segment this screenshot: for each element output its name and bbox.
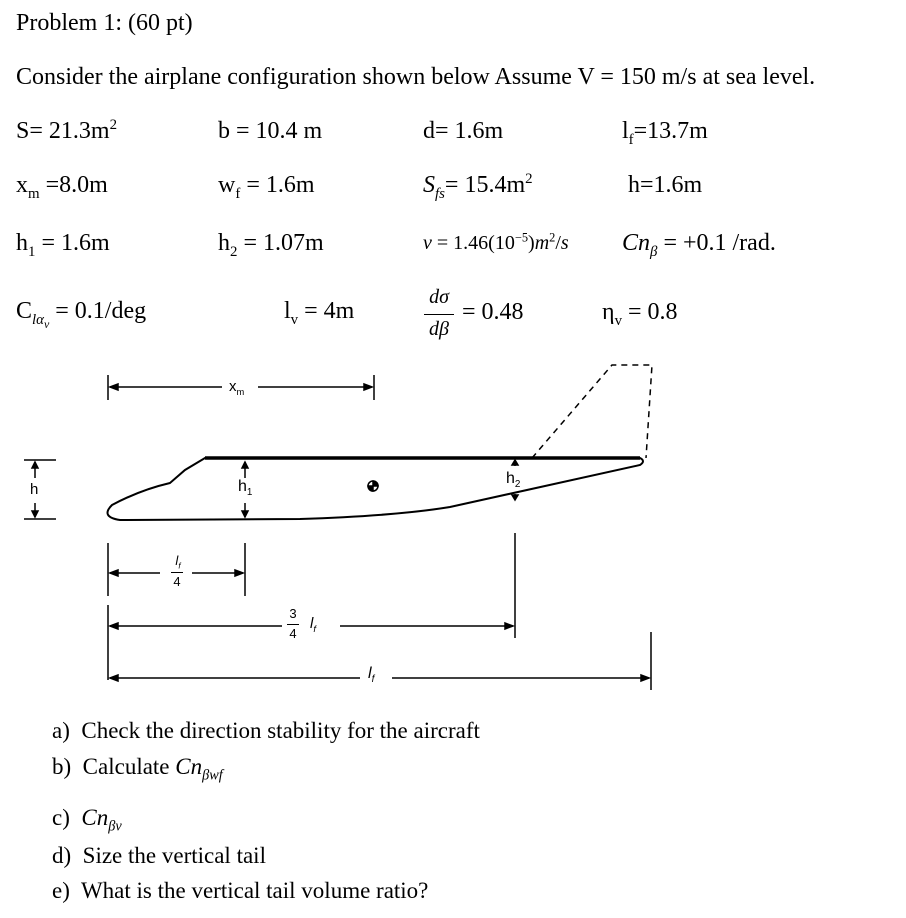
param-lf: $l_f=13.7m$ — [622, 118, 708, 148]
diagram-label-lf34-num: 3 — [289, 606, 297, 621]
param-sfs: $S_{fs}= 15.4m^2$ — [423, 171, 533, 202]
param-b: b = 10.4 m — [218, 118, 323, 144]
param-h: h=1.6m — [628, 172, 703, 198]
param-lv: $l_v = 4m$ — [284, 298, 355, 328]
param-xm: $x_m =8.0m$ — [16, 172, 108, 202]
xm-arrow-right — [364, 384, 372, 390]
param-s: $S= 21.3m^2$ — [16, 117, 117, 144]
problem-title: Problem 1: (60 pt) — [16, 10, 193, 36]
question-c: c) $Cn_{\beta v}$ — [52, 805, 122, 835]
param-eta: $\eta_v = 0.8$ — [602, 299, 678, 329]
question-b: b) Calculate $Cn_{\beta wf}$ — [52, 754, 223, 784]
lf4-fraction-bar — [171, 572, 183, 573]
param-h2: $h_2 = 1.07m$ — [218, 230, 324, 260]
diagram-label-lf34-den: 4 — [289, 626, 297, 641]
param-dsigma-den: dβ — [429, 318, 449, 340]
diagram-label-h1: $h_1$ — [238, 478, 253, 499]
question-d: d) Size the vertical tail — [52, 843, 266, 868]
diagram-label-h2: $h_2$ — [506, 470, 521, 491]
problem-intro: Consider the airplane configuration shown below Assume V = 150 m/s at sea level. — [16, 64, 816, 90]
param-wf: $w_f = 1.6m$ — [218, 172, 315, 202]
param-h1: $h_1 = 1.6m$ — [16, 230, 110, 260]
question-a: a) Check the direction stability for the aircraft — [52, 718, 480, 743]
param-dsigma-value: = 0.48 — [462, 299, 524, 325]
diagram-label-lf: $l_f$ — [368, 665, 375, 686]
question-e: e) What is the vertical tail volume ratio? — [52, 878, 429, 903]
vertical-tail-dashed — [532, 365, 652, 458]
lf34-fraction-bar — [287, 624, 299, 625]
param-cnbeta: $Cn_\beta = +0.1$ /rad. — [622, 230, 776, 260]
diagram-label-lf34-l: $l_f$ — [310, 615, 316, 634]
diagram-label-lf4-den: 4 — [173, 574, 181, 589]
diagram-label-xm: $x_m$ — [229, 378, 245, 397]
param-viscosity: $\nu = 1.46(10^{-5})m^2/s$ — [423, 230, 569, 254]
param-dsigma-num: dσ — [429, 286, 449, 308]
xm-arrow-left — [110, 384, 118, 390]
diagram-label-lf4-num: $l_f$ — [175, 553, 181, 571]
param-clalpha: $C_{l\alpha_v} = 0.1/deg$ — [16, 298, 147, 331]
diagram-label-h: h — [30, 481, 39, 498]
param-d: d= 1.6m — [423, 118, 504, 144]
